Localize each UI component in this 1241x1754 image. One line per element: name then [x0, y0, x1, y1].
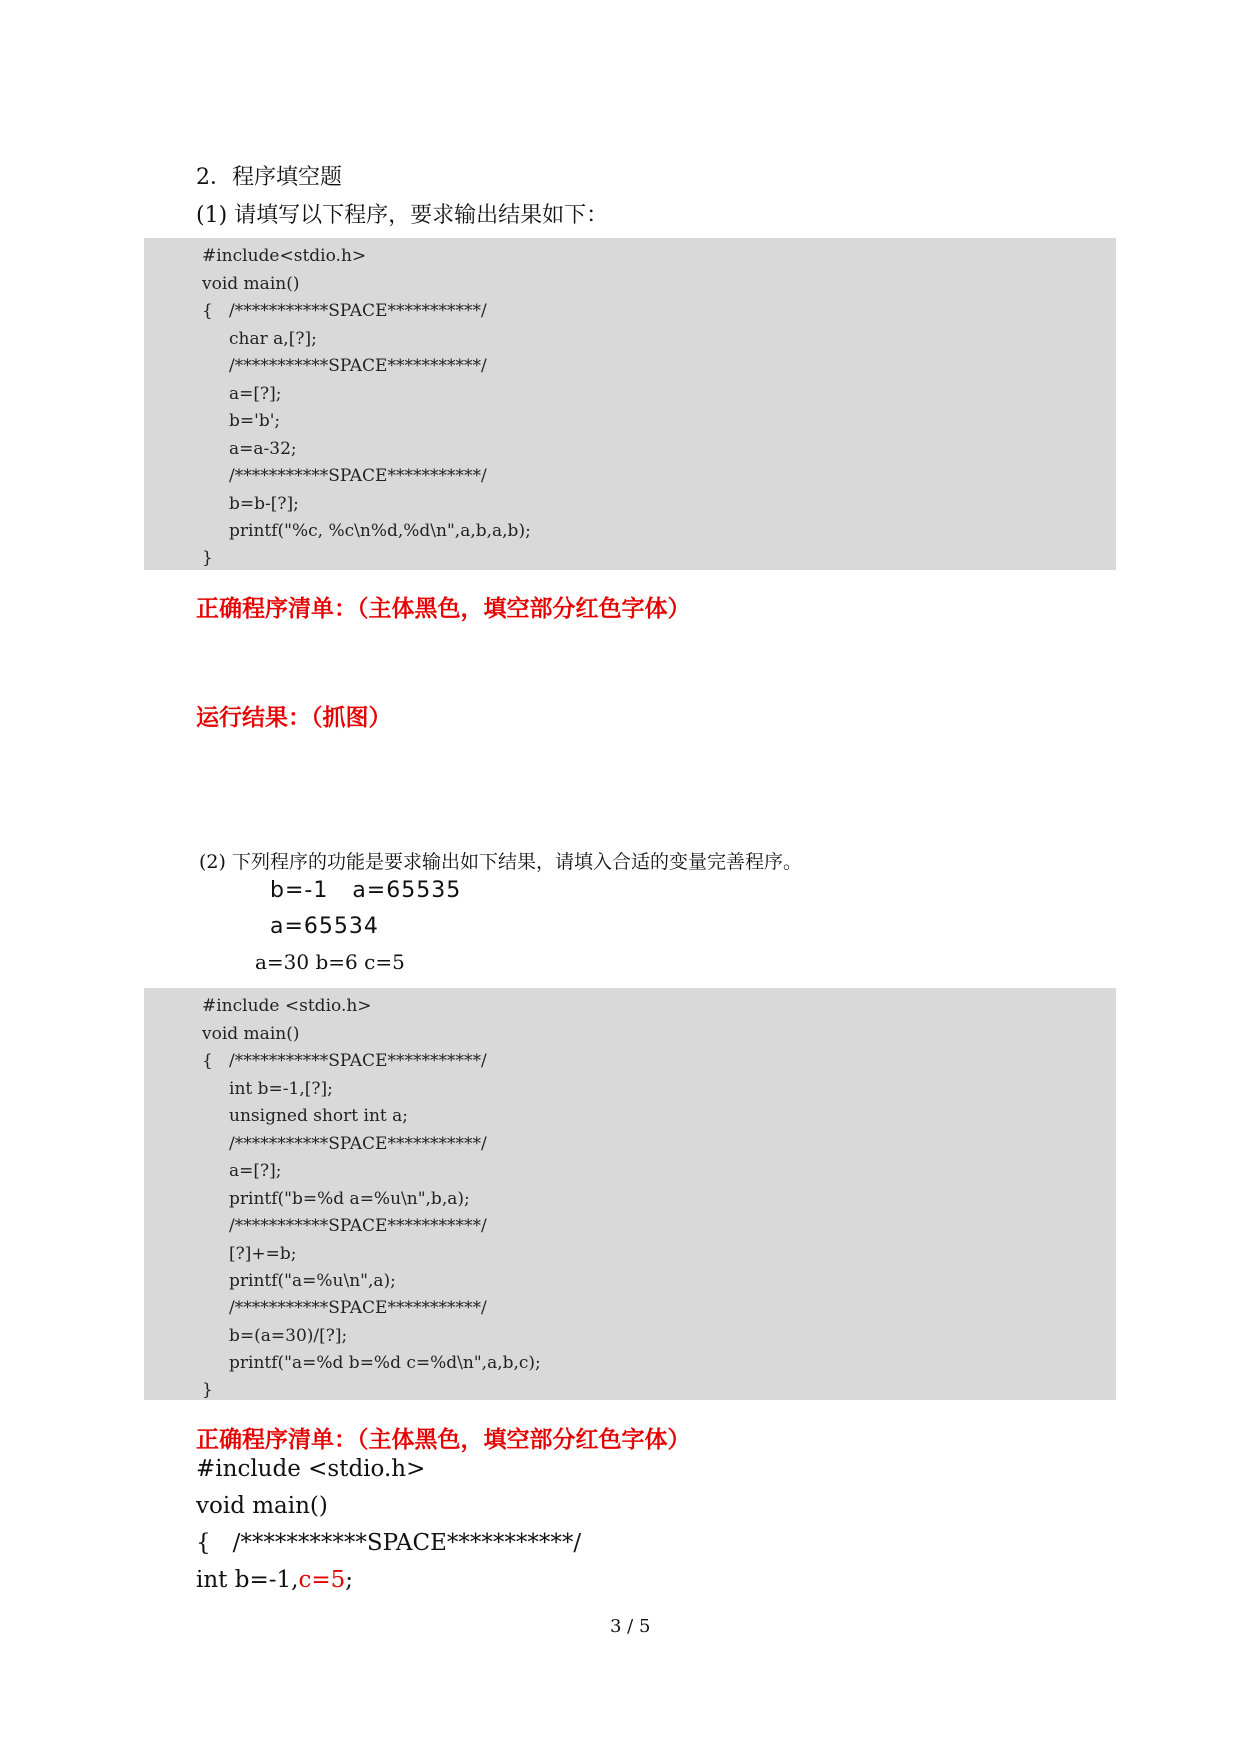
code-line: char a,[?]; [202, 329, 317, 349]
code-line: void main() [202, 274, 300, 294]
code-line: a=a-32; [202, 439, 297, 459]
q2-output-line: a=65534 [270, 914, 379, 939]
answer-prefix: int b=-1, [196, 1567, 299, 1593]
code-line: /***********SPACE***********/ [202, 1216, 487, 1236]
q1-result-label: 运行结果：（抓图） [196, 705, 392, 731]
q2-answer-label: 正确程序清单：（主体黑色，填空部分红色字体） [196, 1427, 691, 1453]
q1-code-box [144, 238, 1116, 570]
code-line: } [202, 548, 213, 568]
answer-code-line: #include <stdio.h> [196, 1456, 426, 1482]
code-line: /***********SPACE***********/ [202, 1134, 487, 1154]
answer-fill: c=5 [298, 1567, 346, 1593]
q2-code-box [144, 988, 1116, 1400]
code-line: a=[?]; [202, 1161, 282, 1181]
code-line: unsigned short int a; [202, 1106, 409, 1126]
code-line: #include <stdio.h> [202, 996, 372, 1016]
q2-output-line: a=30 b=6 c=5 [255, 950, 405, 974]
code-line: [?]+=b; [202, 1244, 297, 1264]
code-line: b='b'; [202, 411, 281, 431]
code-line: b=b-[?]; [202, 494, 299, 514]
code-line: void main() [202, 1024, 300, 1044]
code-line: printf("b=%d a=%u\n",b,a); [202, 1189, 470, 1209]
page-number: 3 / 5 [610, 1616, 651, 1637]
code-line: { /***********SPACE***********/ [202, 1051, 487, 1071]
answer-code-line: { /***********SPACE***********/ [196, 1530, 582, 1556]
code-line: /***********SPACE***********/ [202, 1298, 487, 1318]
code-line: printf("a=%d b=%d c=%d\n",a,b,c); [202, 1353, 541, 1373]
code-line: int b=-1,[?]; [202, 1079, 333, 1099]
code-line: a=[?]; [202, 384, 282, 404]
q1-answer-label: 正确程序清单：（主体黑色，填空部分红色字体） [196, 596, 691, 622]
code-line: } [202, 1380, 213, 1400]
q1-prompt: (1) 请填写以下程序，要求输出结果如下： [196, 203, 609, 228]
code-line: /***********SPACE***********/ [202, 356, 487, 376]
code-line: b=(a=30)/[?]; [202, 1326, 348, 1346]
answer-suffix: ; [345, 1567, 353, 1593]
code-line: #include<stdio.h> [202, 246, 367, 266]
code-line: /***********SPACE***********/ [202, 466, 487, 486]
q2-output-line: b=-1 a=65535 [270, 878, 462, 903]
q2-prompt: (2) 下列程序的功能是要求输出如下结果，请填入合适的变量完善程序。 [199, 851, 802, 873]
answer-code-line [196, 1567, 353, 1593]
answer-code-line: void main() [196, 1493, 328, 1519]
code-line: printf("%c, %c\n%d,%d\n",a,b,a,b); [202, 521, 531, 541]
code-line: printf("a=%u\n",a); [202, 1271, 396, 1291]
code-line: { /***********SPACE***********/ [202, 301, 487, 321]
section-title: 2．程序填空题 [196, 165, 342, 190]
